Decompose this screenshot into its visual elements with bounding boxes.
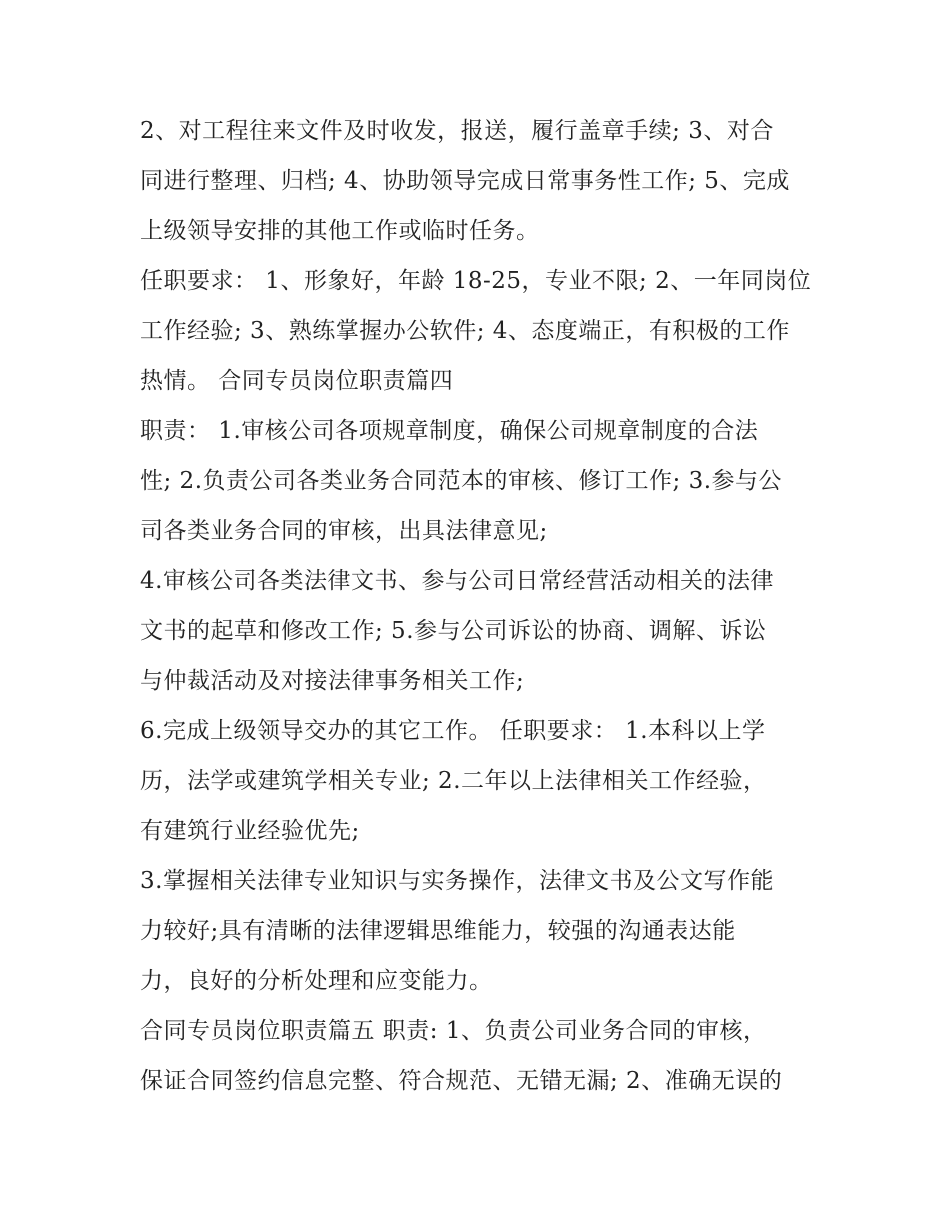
text-line: 司各类业务合同的审核，出具法律意见;: [140, 518, 548, 544]
paragraph-section-five: [140, 1006, 820, 1106]
paragraph-other-duties-requirements: [140, 706, 820, 856]
text-line: 力，良好的分析处理和应变能力。: [140, 968, 493, 994]
text-line: 热情。 合同专员岗位职责篇四: [140, 368, 454, 394]
text-line: 力较好;具有清晰的法律逻辑思维能力，较强的沟通表达能: [140, 918, 736, 944]
text-line: 职责： 1.审核公司各项规章制度，确保公司规章制度的合法: [140, 418, 759, 444]
text-line: 有建筑行业经验优先;: [140, 818, 360, 844]
text-line: 文书的起草和修改工作; 5.参与公司诉讼的协商、调解、诉讼: [140, 618, 767, 644]
text-line: 上级领导安排的其他工作或临时任务。: [140, 218, 540, 244]
text-line: 合同专员岗位职责篇五 职责: 1、负责公司业务合同的审核，: [140, 1018, 767, 1044]
text-line: 与仲裁活动及对接法律事务相关工作;: [140, 668, 525, 694]
text-line: 6.完成上级领导交办的其它工作。 任职要求： 1.本科以上学: [140, 718, 766, 744]
text-line: 保证合同签约信息完整、符合规范、无错无漏; 2、准确无误的: [140, 1068, 783, 1094]
paragraph-skill-requirements: [140, 856, 820, 1006]
text-line: 任职要求： 1、形象好，年龄 18-25，专业不限; 2、一年同岗位: [140, 268, 812, 294]
text-line: 工作经验; 3、熟练掌握办公软件; 4、态度端正，有积极的工作: [140, 318, 790, 344]
paragraph-legal-review-duties: [140, 406, 820, 556]
document-body: [140, 106, 820, 1106]
text-line: 历，法学或建筑学相关专业; 2.二年以上法律相关工作经验，: [140, 768, 767, 794]
text-line: 同进行整理、归档; 4、协助领导完成日常事务性工作; 5、完成: [140, 168, 790, 194]
text-line: 3.掌握相关法律专业知识与实务操作，法律文书及公文写作能: [140, 868, 774, 894]
paragraph-job-requirements: [140, 256, 820, 406]
text-line: 性; 2.负责公司各类业务合同范本的审核、修订工作; 3.参与公: [140, 468, 783, 494]
paragraph-contract-filing-duties: [140, 106, 820, 256]
text-line: 4.审核公司各类法律文书、参与公司日常经营活动相关的法律: [140, 568, 774, 594]
paragraph-legal-documents-duties: [140, 556, 820, 706]
text-line: 2、对工程往来文件及时收发，报送，履行盖章手续; 3、对合: [140, 118, 774, 144]
